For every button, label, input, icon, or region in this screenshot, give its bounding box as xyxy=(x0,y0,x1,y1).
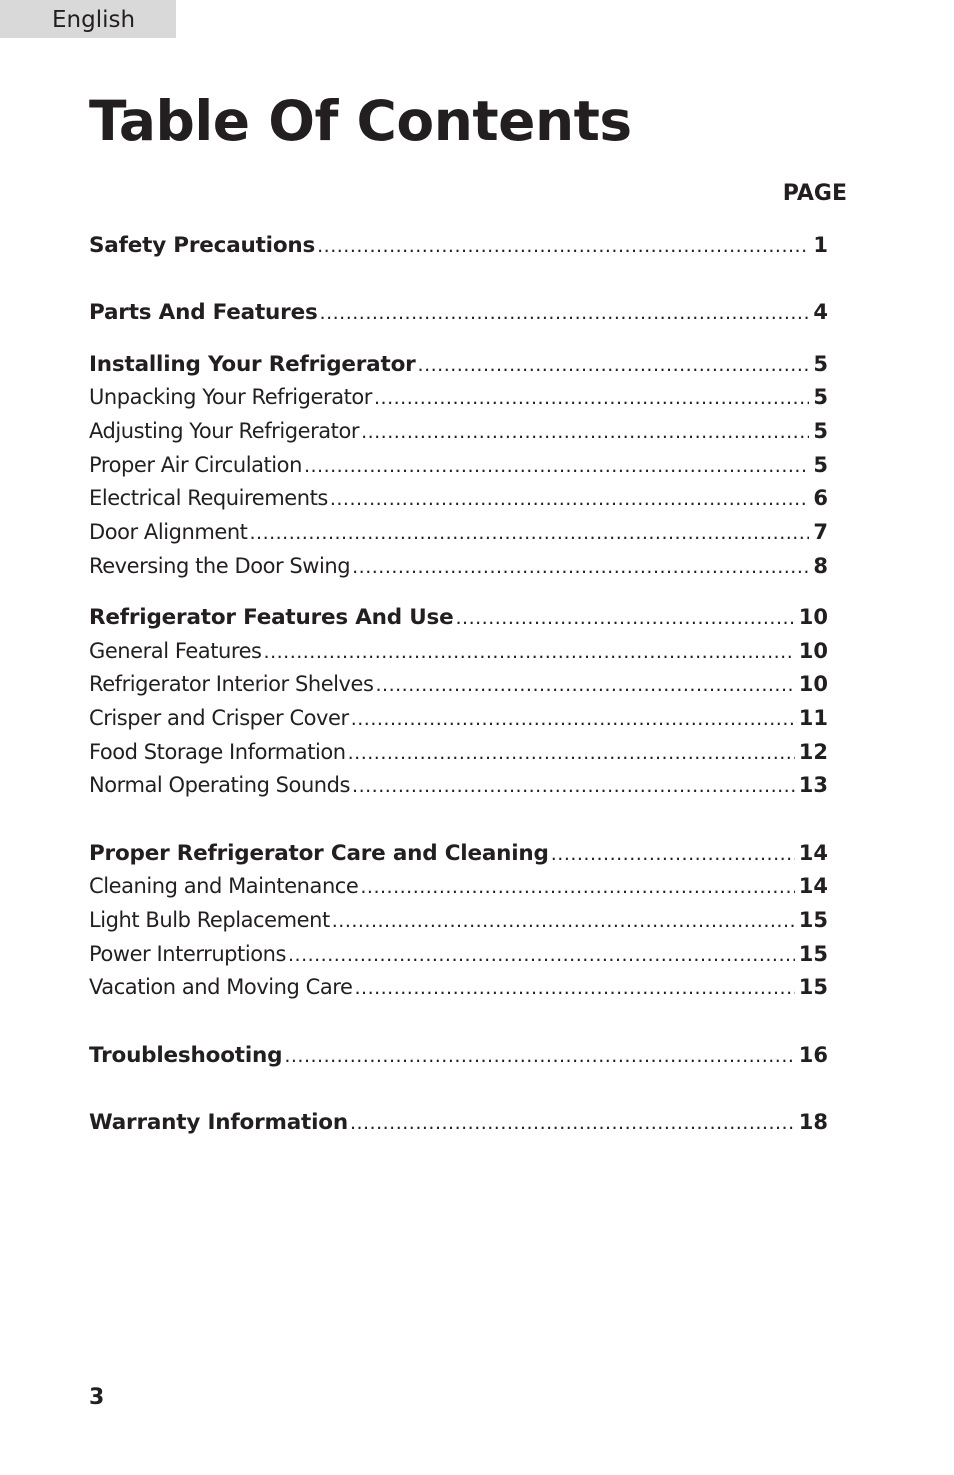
toc-page-number: 11 xyxy=(798,706,828,731)
toc-page-number: 16 xyxy=(798,1042,828,1067)
toc-label: Safety Precautions xyxy=(89,233,316,258)
dot-leader xyxy=(332,905,795,939)
dot-leader xyxy=(264,636,795,670)
dot-leader xyxy=(376,669,795,703)
dot-leader xyxy=(320,297,810,331)
toc-label: Normal Operating Sounds xyxy=(89,773,351,798)
dot-leader xyxy=(374,382,809,416)
toc-item-adjusting[interactable] xyxy=(89,415,828,449)
dot-leader xyxy=(354,972,794,1006)
table-of-contents xyxy=(89,229,828,1140)
dot-leader xyxy=(360,871,794,905)
toc-label: Food Storage Information xyxy=(89,739,346,764)
toc-page-number: 10 xyxy=(798,638,828,663)
toc-page-number: 10 xyxy=(798,672,828,697)
toc-section-troubleshooting[interactable] xyxy=(89,1039,828,1073)
dot-leader xyxy=(330,483,810,517)
toc-item-food-storage[interactable] xyxy=(89,736,828,770)
toc-label: Door Alignment xyxy=(89,520,248,544)
toc-label: Electrical Requirements xyxy=(89,486,328,511)
toc-item-general-features[interactable] xyxy=(89,635,828,669)
toc-section-parts-and-features[interactable] xyxy=(89,296,828,330)
toc-label: Warranty Information xyxy=(89,1110,348,1135)
toc-item-air-circulation[interactable] xyxy=(89,449,828,483)
dot-leader xyxy=(249,517,809,551)
toc-label: Crisper and Crisper Cover xyxy=(89,706,349,731)
toc-label: Light Bulb Replacement xyxy=(89,908,330,933)
toc-item-operating-sounds[interactable] xyxy=(89,769,828,803)
toc-item-vacation-moving[interactable] xyxy=(89,971,828,1005)
page-column-heading: PAGE xyxy=(782,181,847,206)
toc-section-features-and-use[interactable] xyxy=(89,601,828,635)
dot-leader xyxy=(288,939,795,973)
toc-page-number: 5 xyxy=(813,351,828,376)
toc-page-number: 12 xyxy=(798,739,828,764)
toc-section-installing[interactable] xyxy=(89,348,828,382)
dot-leader xyxy=(284,1040,794,1074)
toc-label: Reversing the Door Swing xyxy=(89,553,351,578)
toc-item-crisper[interactable] xyxy=(89,702,828,736)
toc-label: Proper Air Circulation xyxy=(89,452,302,477)
toc-label: Power Interruptions xyxy=(89,941,286,966)
toc-label: Refrigerator Interior Shelves xyxy=(89,672,374,697)
dot-leader xyxy=(418,349,810,383)
toc-page-number: 15 xyxy=(798,975,828,1000)
toc-page-number: 5 xyxy=(813,385,828,410)
toc-label: Parts And Features xyxy=(89,300,318,326)
toc-page-number: 15 xyxy=(798,941,828,966)
toc-label: Installing Your Refrigerator xyxy=(89,351,416,377)
toc-section-safety-precautions[interactable] xyxy=(89,229,828,263)
toc-label: Vacation and Moving Care xyxy=(89,975,353,1000)
page-number: 3 xyxy=(89,1385,105,1410)
toc-page-number: 18 xyxy=(798,1110,828,1134)
dot-leader xyxy=(317,230,809,264)
dot-leader xyxy=(551,838,795,872)
toc-item-door-alignment[interactable] xyxy=(89,516,828,550)
toc-page-number: 6 xyxy=(813,486,828,511)
toc-page-number: 5 xyxy=(813,418,828,443)
dot-leader xyxy=(352,551,809,585)
dot-leader xyxy=(352,770,795,804)
toc-page-number: 14 xyxy=(798,840,828,865)
toc-label: Adjusting Your Refrigerator xyxy=(89,418,360,443)
toc-page-number: 15 xyxy=(798,908,828,933)
toc-page-number: 13 xyxy=(798,773,828,798)
toc-page-number: 8 xyxy=(813,553,828,578)
toc-label: General Features xyxy=(89,638,262,663)
toc-page-number: 10 xyxy=(798,604,828,629)
dot-leader xyxy=(361,416,809,450)
language-tab: English xyxy=(0,0,176,38)
toc-page-number: 7 xyxy=(813,520,828,544)
toc-label: Troubleshooting xyxy=(89,1042,283,1068)
dot-leader xyxy=(304,450,809,484)
toc-item-cleaning-maintenance[interactable] xyxy=(89,870,828,904)
toc-page-number: 5 xyxy=(813,452,828,477)
toc-item-power-interruptions[interactable] xyxy=(89,938,828,972)
dot-leader xyxy=(350,1107,795,1141)
toc-item-reversing-door[interactable] xyxy=(89,550,828,584)
toc-section-care-and-cleaning[interactable] xyxy=(89,837,828,871)
toc-label: Cleaning and Maintenance xyxy=(89,874,359,899)
toc-item-electrical[interactable] xyxy=(89,482,828,516)
toc-page-number: 4 xyxy=(813,300,828,325)
page-title: Table Of Contents xyxy=(89,89,632,153)
toc-item-unpacking[interactable] xyxy=(89,381,828,415)
toc-item-interior-shelves[interactable] xyxy=(89,668,828,702)
dot-leader xyxy=(456,602,795,636)
toc-label: Refrigerator Features And Use xyxy=(89,604,454,630)
toc-page-number: 1 xyxy=(813,233,828,257)
toc-page-number: 14 xyxy=(798,874,828,899)
toc-label: Proper Refrigerator Care and Cleaning xyxy=(89,840,549,866)
toc-section-warranty[interactable] xyxy=(89,1106,828,1140)
toc-item-light-bulb[interactable] xyxy=(89,904,828,938)
dot-leader xyxy=(351,703,795,737)
toc-label: Unpacking Your Refrigerator xyxy=(89,385,372,410)
dot-leader xyxy=(348,737,795,771)
